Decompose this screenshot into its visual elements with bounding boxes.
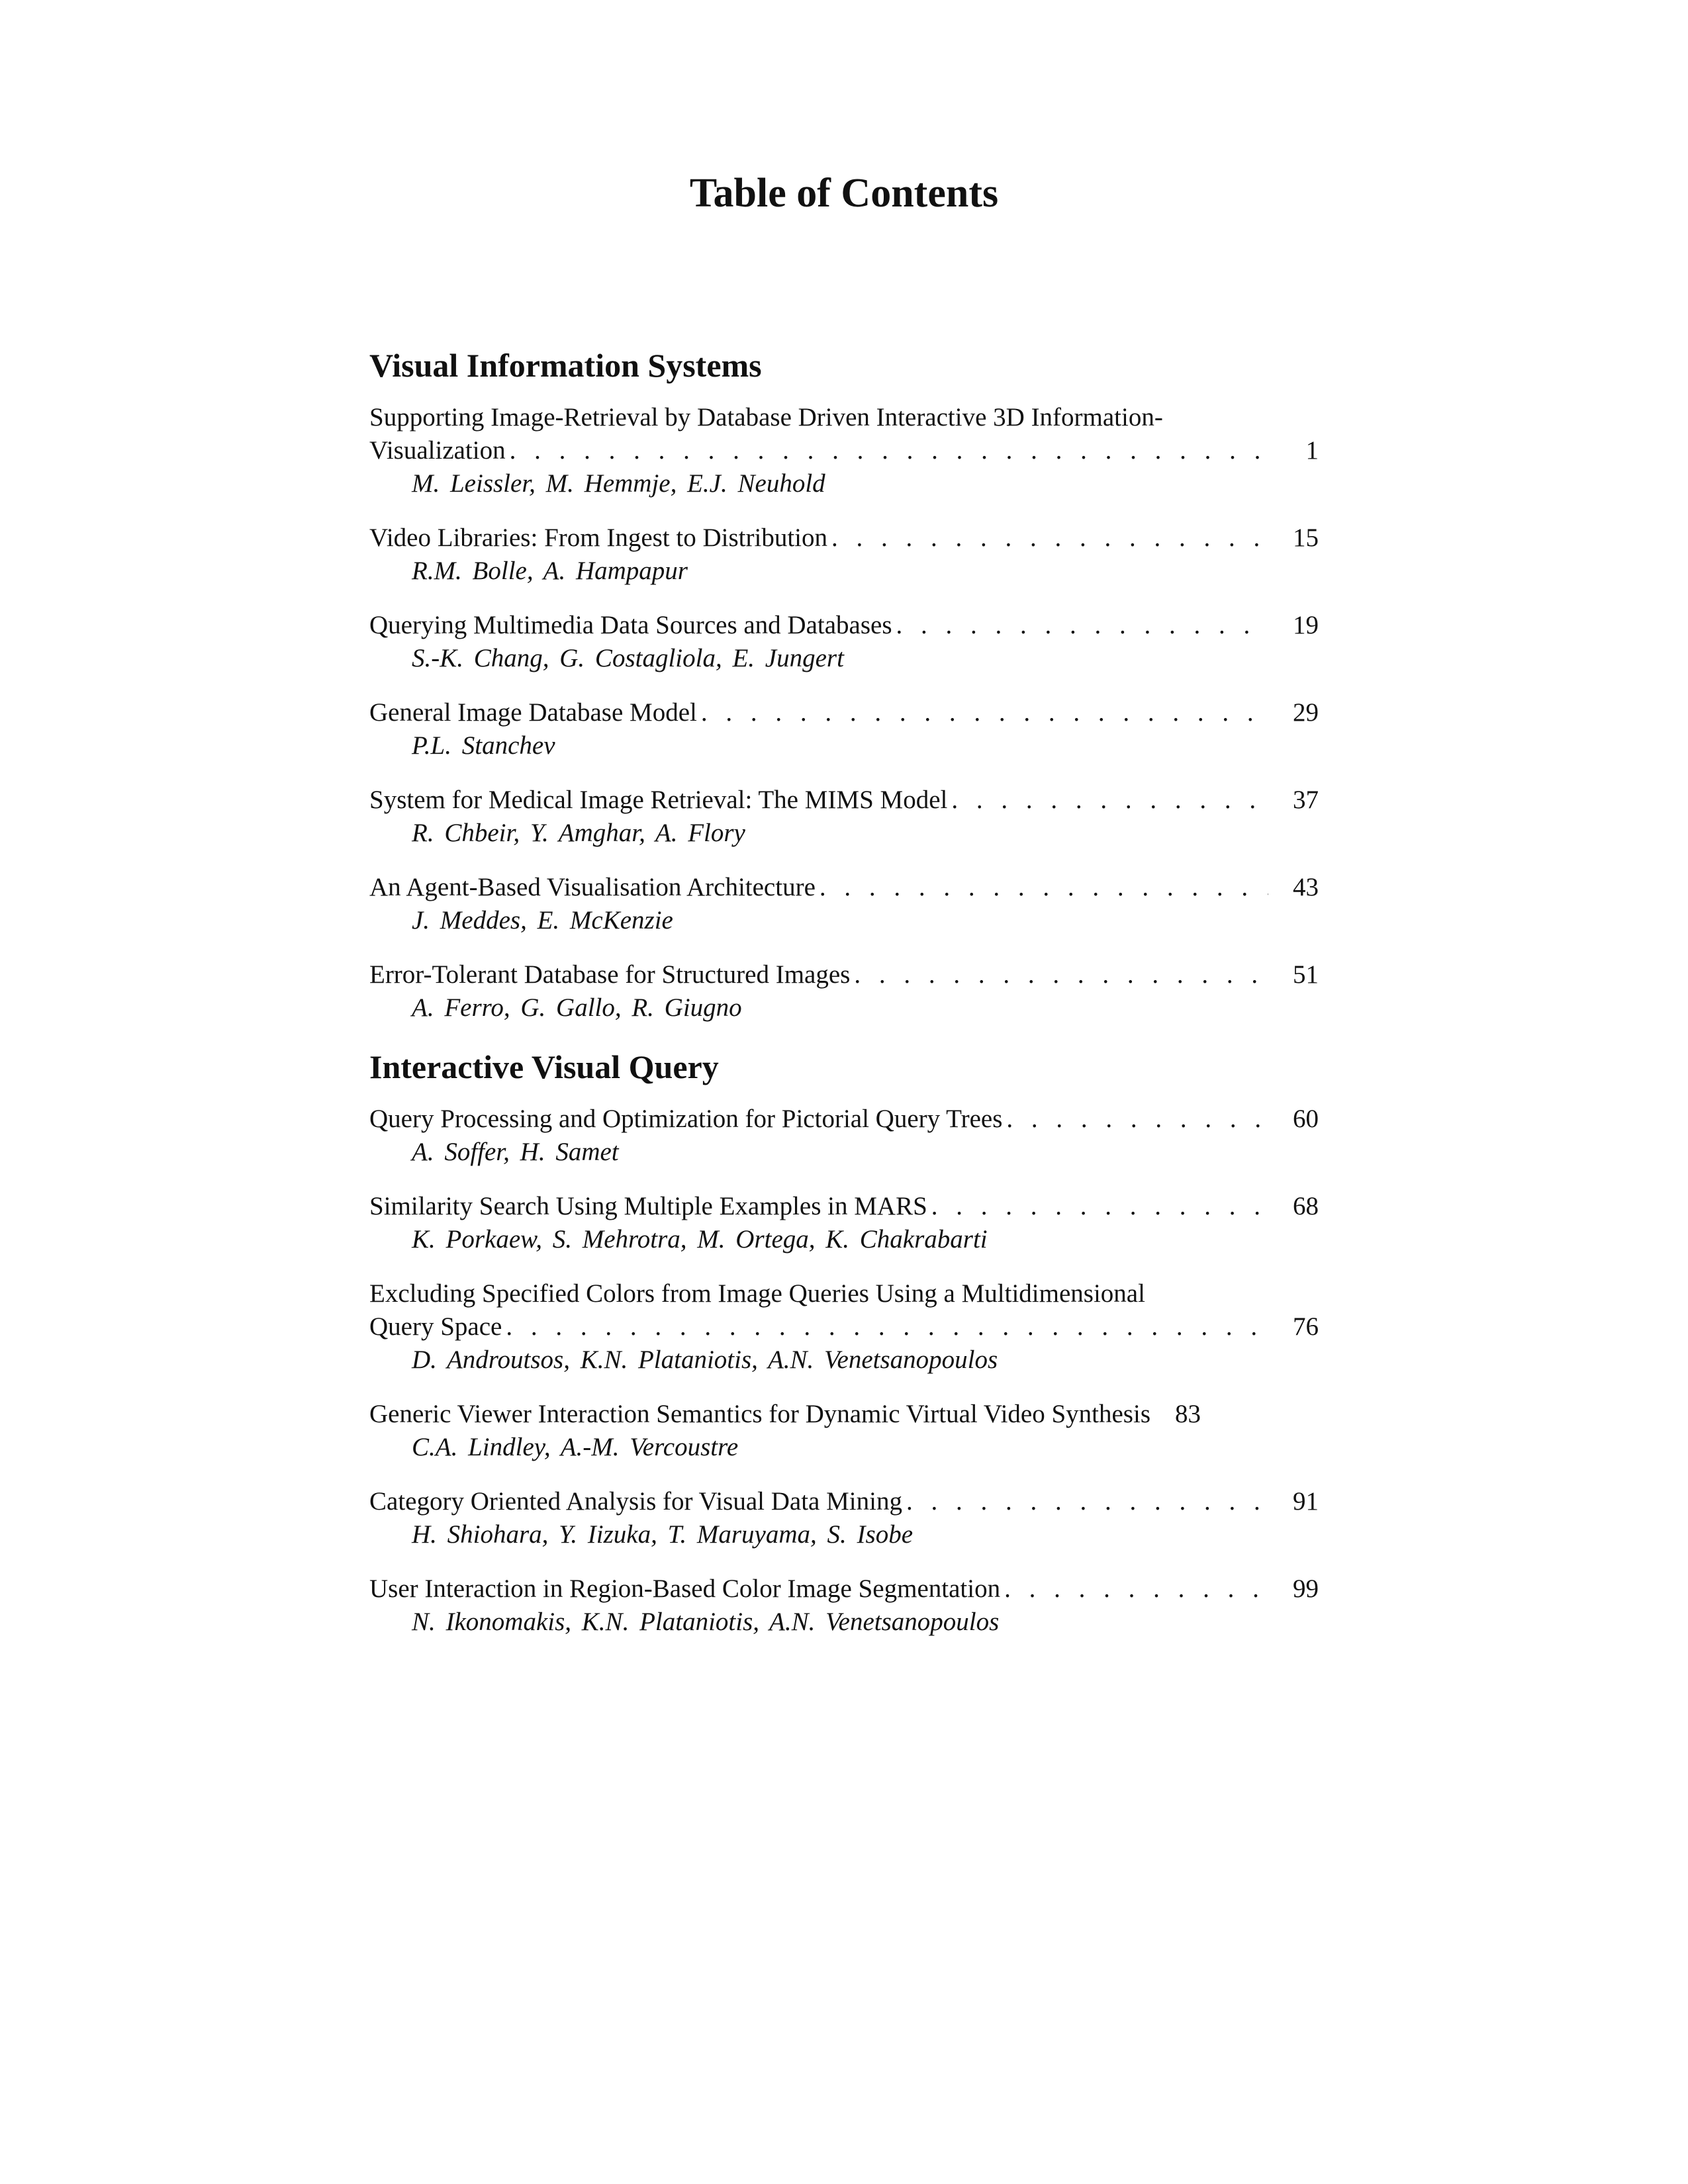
page-number: 68 — [1293, 1192, 1319, 1220]
page-number: 1 — [1305, 436, 1319, 465]
page-number: 99 — [1293, 1574, 1319, 1603]
entry-title-line: Excluding Specified Colors from Image Queries Using a Multidimensional — [369, 1279, 1145, 1308]
toc-entry[interactable] — [369, 1277, 1319, 1377]
toc-entry[interactable] — [369, 1103, 1319, 1169]
entry-authors: K. Porkaew, S. Mehrotra, M. Ortega, K. Chakrabarti — [412, 1225, 988, 1253]
toc-entry[interactable] — [369, 1485, 1319, 1551]
table-of-contents — [369, 344, 1319, 1660]
entry-authors: M. Leissler, M. Hemmje, E.J. Neuhold — [412, 469, 825, 498]
section-heading: Visual Information Systems — [369, 347, 762, 384]
dot-leader — [816, 871, 1268, 904]
entry-authors: H. Shiohara, Y. Iizuka, T. Maruyama, S. Isobe — [412, 1520, 914, 1549]
dot-leader — [947, 784, 1268, 817]
section-heading: Interactive Visual Query — [369, 1048, 719, 1085]
dot-leader — [502, 1310, 1268, 1343]
page-number: 43 — [1293, 873, 1319, 901]
entry-title: General Image Database Model — [369, 698, 697, 727]
page-number: 19 — [1293, 611, 1319, 639]
entry-authors: N. Ikonomakis, K.N. Plataniotis, A.N. Venetsanopoulos — [412, 1608, 1000, 1636]
entry-authors: S.-K. Chang, G. Costagliola, E. Jungert — [412, 644, 844, 672]
toc-entry[interactable] — [369, 1398, 1319, 1464]
entry-title: Query Processing and Optimization for Pictorial Query Trees — [369, 1105, 1003, 1133]
entry-authors: P.L. Stanchev — [412, 731, 555, 760]
toc-entry[interactable] — [369, 871, 1319, 937]
dot-leader — [697, 696, 1268, 729]
entry-authors: R.M. Bolle, A. Hampapur — [412, 557, 688, 585]
entry-title: Query Space — [369, 1312, 502, 1341]
entry-title: System for Medical Image Retrieval: The MIMS Model — [369, 786, 948, 814]
page-number: 15 — [1293, 523, 1319, 552]
entry-title: Category Oriented Analysis for Visual Data Mining — [369, 1487, 902, 1516]
entry-title: Querying Multimedia Data Sources and Databases — [369, 611, 892, 639]
entry-authors: A. Ferro, G. Gallo, R. Giugno — [412, 993, 742, 1022]
entry-authors: R. Chbeir, Y. Amghar, A. Flory — [412, 819, 745, 847]
toc-entry[interactable] — [369, 1572, 1319, 1639]
entry-authors: J. Meddes, E. McKenzie — [412, 906, 673, 934]
page-number: 37 — [1293, 786, 1319, 814]
toc-entry[interactable] — [369, 958, 1319, 1024]
dot-leader — [850, 958, 1268, 991]
entry-title: Visualization — [369, 436, 506, 465]
section-interactive-visual-query — [369, 1046, 1319, 1639]
page-number: 91 — [1293, 1487, 1319, 1516]
toc-entry[interactable] — [369, 784, 1319, 850]
toc-entry[interactable] — [369, 1190, 1319, 1256]
page-number: 76 — [1293, 1312, 1319, 1341]
dot-leader — [892, 609, 1268, 642]
section-visual-information-systems — [369, 344, 1319, 1024]
page-number: 29 — [1293, 698, 1319, 727]
page-number: 83 — [1175, 1400, 1201, 1428]
entry-title: User Interaction in Region-Based Color Image Segmentation — [369, 1574, 1001, 1603]
entry-title: An Agent-Based Visualisation Architecture — [369, 873, 816, 901]
dot-leader — [1002, 1103, 1268, 1136]
dot-leader — [506, 434, 1268, 467]
dot-leader — [927, 1190, 1268, 1223]
toc-entry[interactable] — [369, 401, 1319, 500]
entry-authors: D. Androutsos, K.N. Plataniotis, A.N. Venetsanopoulos — [412, 1345, 998, 1374]
entry-title-line: Supporting Image-Retrieval by Database Driven Interactive 3D Information- — [369, 403, 1163, 432]
page-number: 51 — [1293, 960, 1319, 989]
toc-entry[interactable] — [369, 522, 1319, 588]
dot-leader — [902, 1485, 1268, 1518]
entry-title: Generic Viewer Interaction Semantics for Dynamic Virtual Video Synthesis — [369, 1400, 1150, 1428]
entry-title: Similarity Search Using Multiple Examples in MARS — [369, 1192, 927, 1220]
page-number: 60 — [1293, 1105, 1319, 1133]
dot-leader — [827, 522, 1268, 555]
entry-authors: A. Soffer, H. Samet — [412, 1138, 619, 1166]
toc-entry[interactable] — [369, 609, 1319, 675]
entry-authors: C.A. Lindley, A.-M. Vercoustre — [412, 1433, 739, 1461]
page-title: Table of Contents — [689, 171, 999, 216]
toc-entry[interactable] — [369, 696, 1319, 762]
entry-title: Error-Tolerant Database for Structured Images — [369, 960, 851, 989]
dot-leader — [1000, 1572, 1268, 1606]
entry-title: Video Libraries: From Ingest to Distribution — [369, 523, 827, 552]
